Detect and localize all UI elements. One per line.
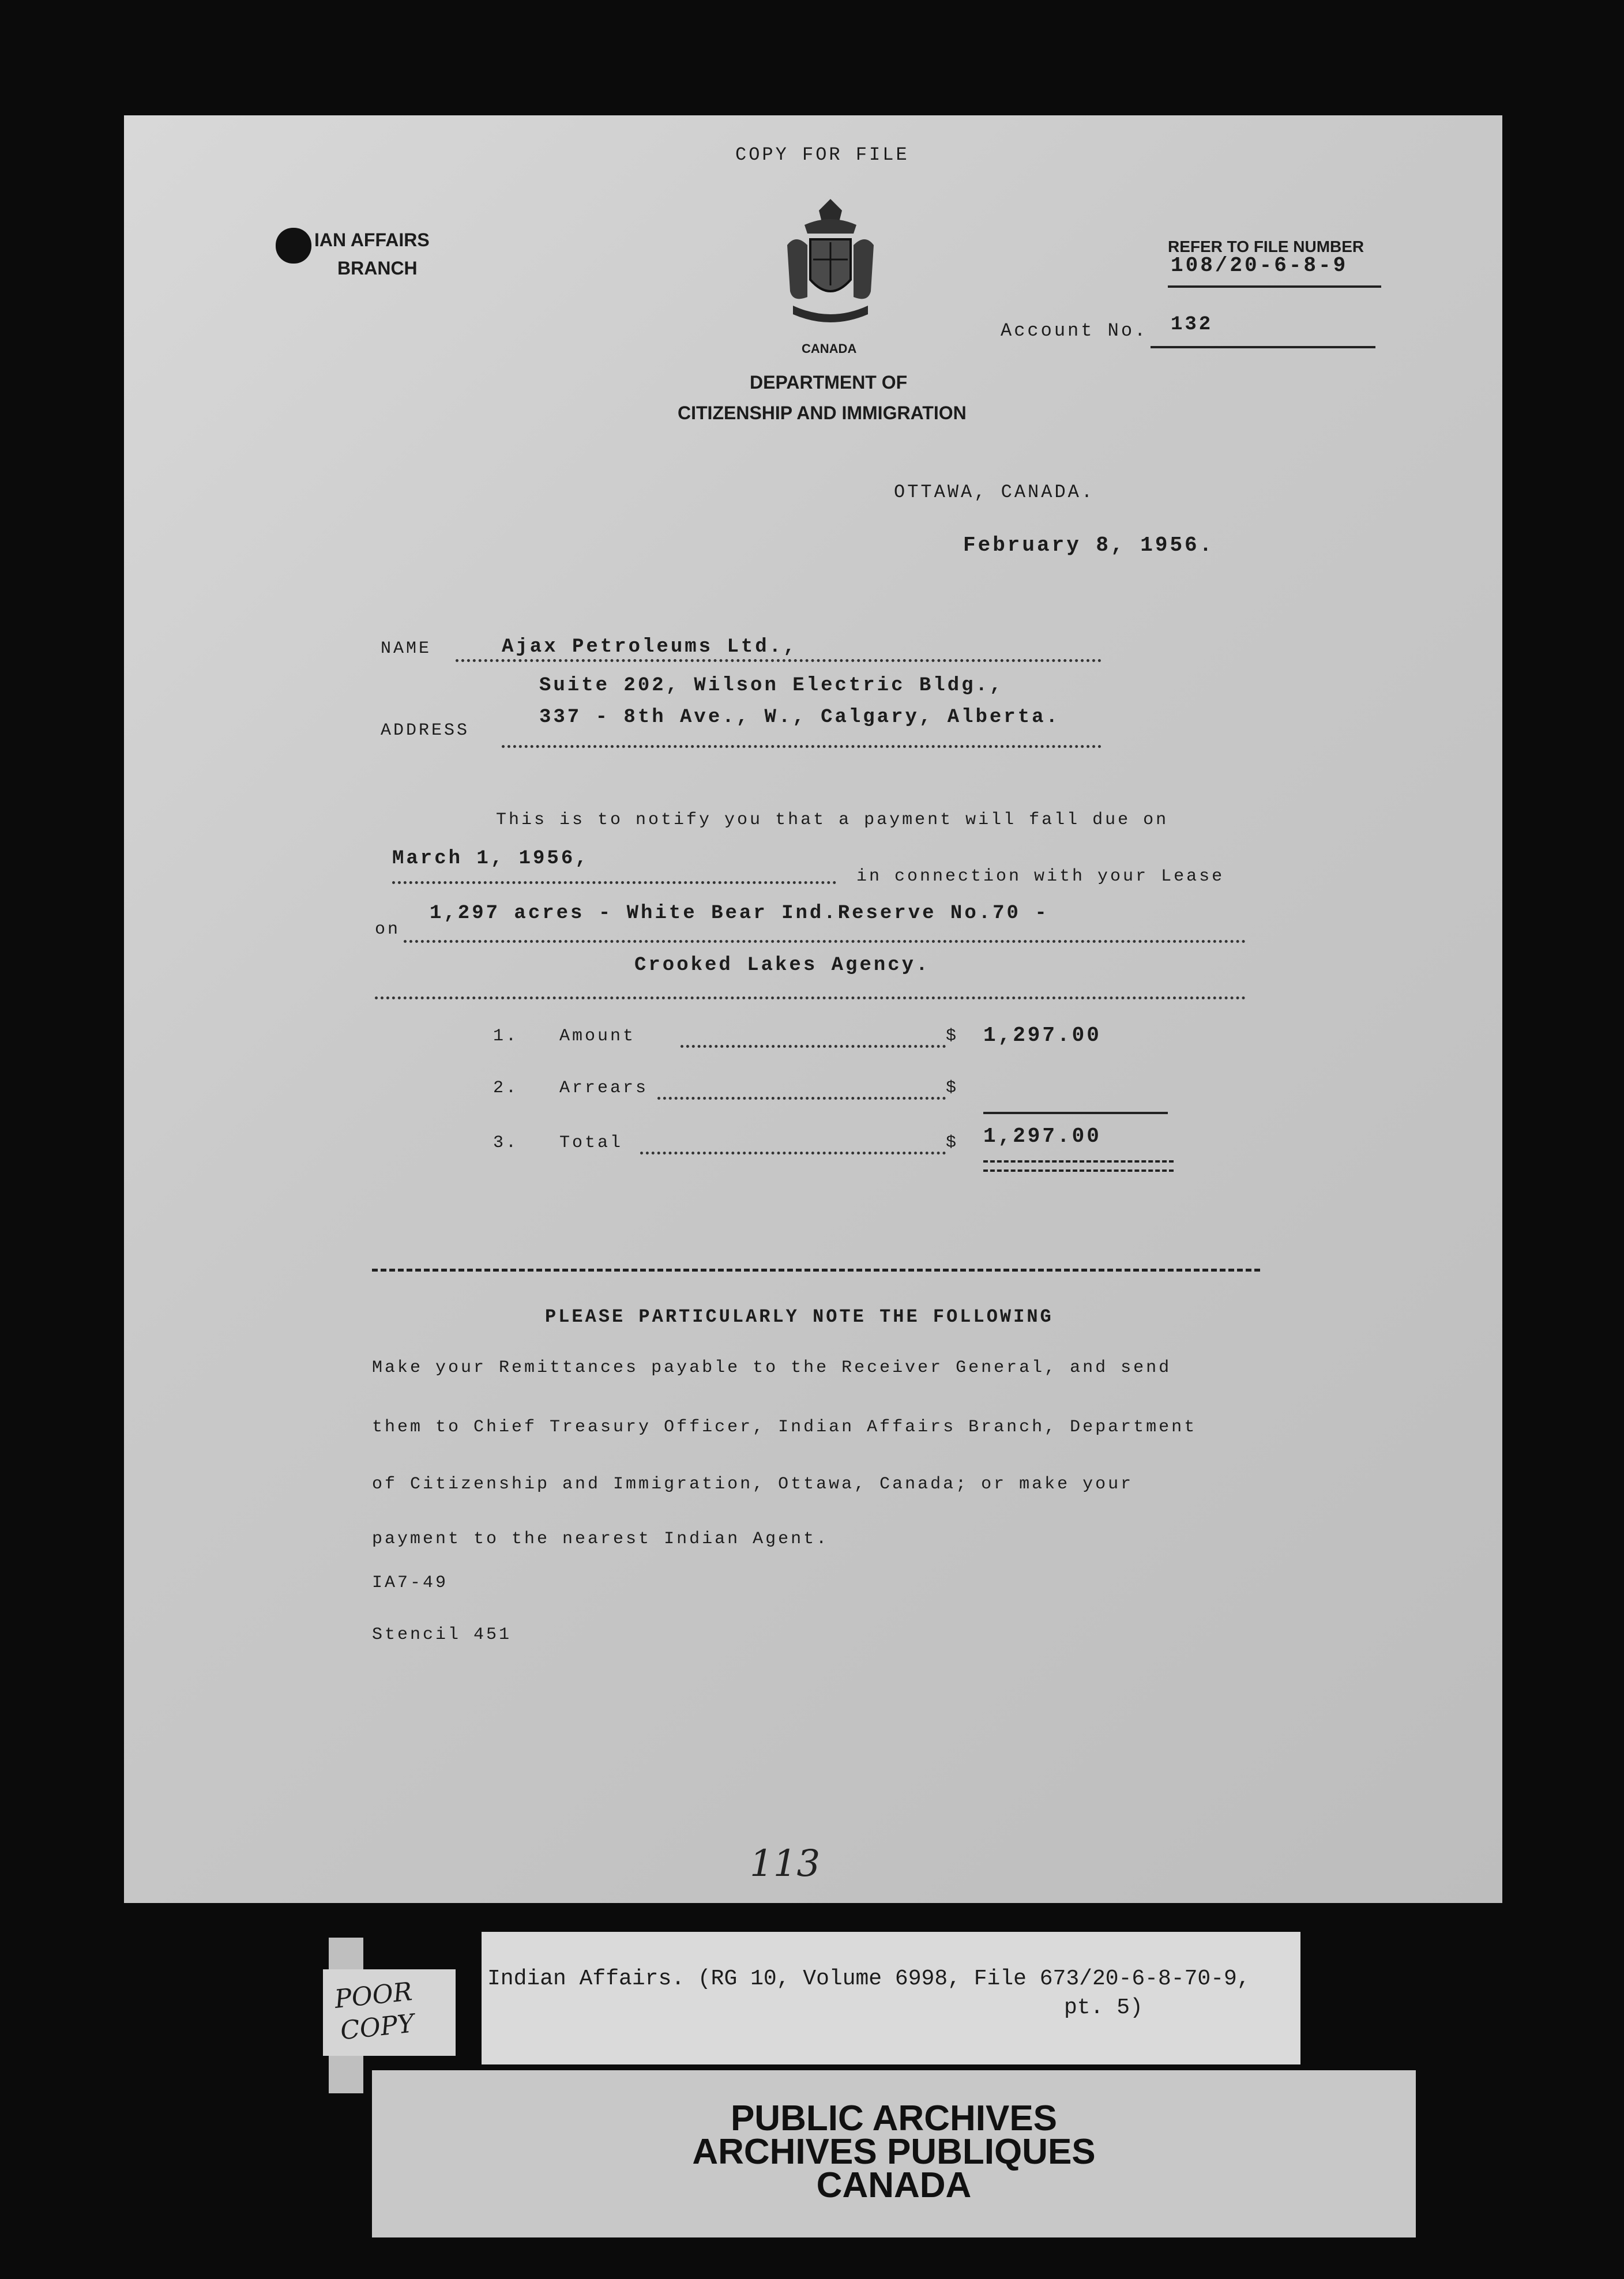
- branch-line2: BRANCH: [337, 258, 418, 279]
- footer-line1: Make your Remittances payable to the Receiver General, and send: [372, 1358, 1172, 1378]
- arrears-dollar: $: [946, 1078, 959, 1098]
- address-line2: 337 - 8th Ave., W., Calgary, Alberta.: [539, 706, 1060, 728]
- account-number: 132: [1171, 314, 1213, 336]
- due-date: March 1, 1956,: [392, 848, 589, 870]
- place: OTTAWA, CANADA.: [894, 482, 1095, 503]
- letter-date: February 8, 1956.: [963, 533, 1215, 557]
- connection-text: in connection with your Lease: [856, 867, 1225, 886]
- address-line1: Suite 202, Wilson Electric Bldg.,: [539, 675, 1004, 697]
- total-dotted-line: [640, 1152, 946, 1154]
- total-label: Total: [559, 1133, 623, 1153]
- total-num: 3.: [493, 1133, 519, 1153]
- refer-number: 108/20-6-8-9: [1171, 254, 1348, 277]
- footer-line4: payment to the nearest Indian Agent.: [372, 1529, 829, 1549]
- footer-heading: PLEASE PARTICULARLY NOTE THE FOLLOWING: [545, 1306, 1054, 1327]
- reference-line1: Indian Affairs. (RG 10, Volume 6998, File 673/20-6-8-70-9,: [487, 1966, 1250, 1991]
- branch-line1: IAN AFFAIRS: [314, 230, 430, 250]
- arrears-underline: [983, 1112, 1168, 1114]
- amount-label: Amount: [559, 1026, 636, 1046]
- refer-underline: [1168, 285, 1381, 288]
- total-dollar: $: [946, 1133, 959, 1153]
- amount-num: 1.: [493, 1026, 519, 1046]
- department-line1: DEPARTMENT OF: [750, 372, 908, 393]
- punch-mark: [276, 228, 311, 264]
- footer-line3: of Citizenship and Immigration, Ottawa, Canada; or make your: [372, 1475, 1134, 1494]
- form-code: IA7-49: [372, 1573, 449, 1593]
- copy-for-file: COPY FOR FILE: [735, 144, 909, 166]
- arrears-dotted-line: [657, 1097, 946, 1100]
- account-underline: [1151, 346, 1375, 348]
- account-label: Account No.: [1001, 320, 1148, 341]
- reference-line2: pt. 5): [1064, 1995, 1143, 2020]
- name-dotted-line: [456, 659, 1102, 662]
- name-label: NAME: [381, 639, 432, 659]
- amount-value: 1,297.00: [983, 1024, 1102, 1047]
- department-line2: CITIZENSHIP AND IMMIGRATION: [678, 403, 967, 423]
- poor-copy-tab: [323, 1969, 456, 2056]
- refer-label: REFER TO FILE NUMBER: [1168, 238, 1364, 255]
- coat-of-arms-emblem: [781, 199, 879, 332]
- poor-copy-line1: POOR: [333, 1977, 414, 2014]
- archive-reference-label: [482, 1932, 1300, 2064]
- arrears-num: 2.: [493, 1078, 519, 1098]
- poor-copy-line2: COPY: [339, 2009, 416, 2046]
- archives-stamp-card: [372, 2070, 1416, 2237]
- handwritten-page-number: 113: [750, 1842, 821, 1885]
- address-dotted-line: [502, 745, 1102, 748]
- section-divider: [372, 1269, 1260, 1272]
- stencil-number: Stencil 451: [372, 1625, 512, 1645]
- due-date-dotted-line: [392, 881, 836, 884]
- footer-line2: them to Chief Treasury Officer, Indian Affairs Branch, Department: [372, 1417, 1197, 1437]
- total-value: 1,297.00: [983, 1125, 1102, 1148]
- lease-dotted-line1: [404, 940, 1246, 943]
- lease-dotted-line2: [375, 996, 1246, 999]
- total-double-underline: [983, 1160, 1174, 1172]
- amount-dotted-line: [681, 1045, 946, 1048]
- on-label: on: [375, 920, 401, 939]
- notice-intro: This is to notify you that a payment will fall due on: [496, 810, 1169, 830]
- canada-caption: CANADA: [802, 341, 857, 356]
- stamp-line1: PUBLIC ARCHIVES: [730, 2099, 1058, 2138]
- stamp-line3: CANADA: [816, 2165, 972, 2205]
- amount-dollar: $: [946, 1026, 959, 1046]
- address-label: ADDRESS: [381, 721, 470, 740]
- arrears-label: Arrears: [559, 1078, 649, 1098]
- lease-line2: Crooked Lakes Agency.: [634, 954, 930, 976]
- stamp-line2: ARCHIVES PUBLIQUES: [692, 2132, 1096, 2172]
- addressee-name: Ajax Petroleums Ltd.,: [502, 636, 798, 658]
- lease-line1: 1,297 acres - White Bear Ind.Reserve No.70 -: [430, 902, 1049, 924]
